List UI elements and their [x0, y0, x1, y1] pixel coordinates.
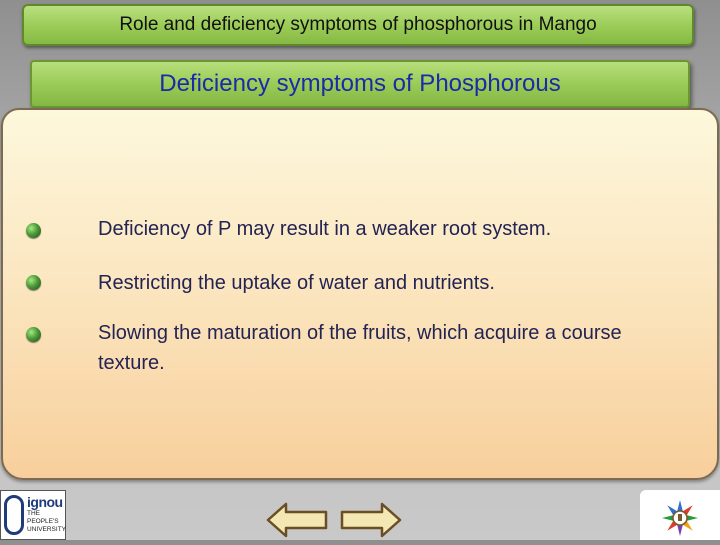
bullet-item: Slowing the maturation of the fruits, which acquire a course texture. — [98, 322, 622, 374]
ignou-mark-icon — [4, 495, 24, 535]
bullet-icon — [26, 327, 41, 342]
previous-slide-button[interactable] — [266, 500, 328, 540]
section-heading-bar — [30, 60, 690, 108]
arrow-right-icon — [340, 500, 402, 540]
bullet-icon — [26, 275, 41, 290]
slide-title-bar — [22, 4, 694, 46]
section-heading: Deficiency symptoms of Phosphorous — [159, 70, 561, 97]
arrow-left-icon — [266, 500, 328, 540]
ignou-logo — [0, 490, 66, 540]
bullet-item: Deficiency of P may result in a weaker root system. — [98, 218, 552, 240]
institute-emblem-icon — [640, 490, 720, 540]
next-slide-button[interactable] — [340, 500, 402, 540]
institute-logo — [640, 490, 720, 540]
ignou-logo-word: ignou — [27, 494, 63, 510]
ignou-logo-tagline: THE PEOPLE'S UNIVERSITY — [27, 510, 67, 533]
bullet-icon — [26, 223, 41, 238]
bullet-item: Restricting the uptake of water and nutrients. — [98, 272, 495, 294]
slide-title: Role and deficiency symptoms of phosphorous in Mango — [119, 14, 597, 35]
